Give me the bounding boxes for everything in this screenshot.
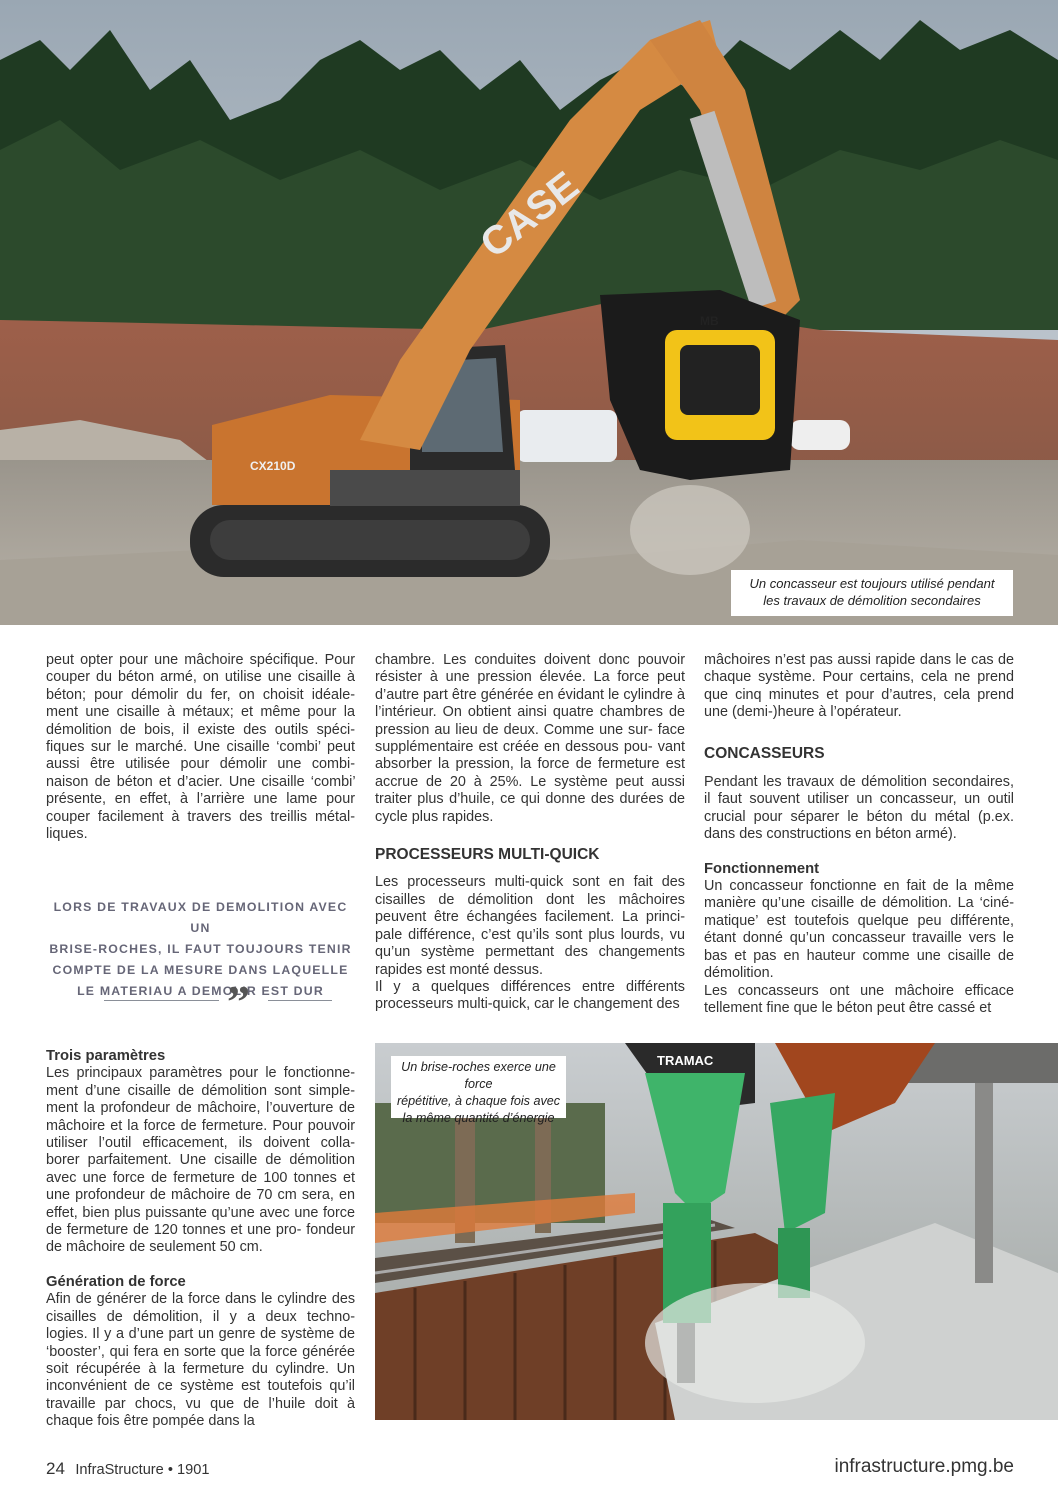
- text-line: pale différence, c’est qu’ils sont plus lourds, vu: [375, 926, 685, 943]
- text-line: une profondeur de mâchoire de 70 cm sera,: [46, 1187, 334, 1204]
- text-line: ment la profondeur de mâchoire, l’ouverture de: [46, 1100, 355, 1117]
- text-line: Afin de générer de la force dans le cylindre: [46, 1291, 327, 1308]
- text-line: mâchoire et la force de fermeture. Pour pouvoir: [46, 1117, 355, 1134]
- hero-caption-line: les travaux de démolition secondaires: [763, 593, 981, 608]
- text-line: peuvent être échangées facilement. La princi-: [375, 909, 685, 926]
- text-line: de chaque système. Pour certains, cela ne: [704, 652, 1014, 686]
- column-3: [704, 652, 1014, 1017]
- text-line: avec une force de fermeture de 100 tonnes et: [46, 1169, 355, 1186]
- column-1-paragraph-1: [46, 652, 355, 843]
- text-line: est accrue de 20 à 25%. Le système peut aussi: [375, 756, 685, 790]
- publication-name: InfraStructure • 1901: [75, 1462, 210, 1478]
- text-line: peut opter pour une mâchoire spécifique. Pour: [46, 652, 355, 668]
- text-line: manière qu’une cisaille de démolition. La ‘ciné-: [704, 895, 1014, 912]
- text-line: d’autre part être générée en évidant le cylindre: [375, 686, 673, 703]
- text-line: il faut souvent utiliser un concasseur, un outil: [704, 791, 1014, 808]
- excavator-illustration: [0, 0, 1058, 625]
- text-line: tellement fine que le béton peut être cassé et: [704, 999, 992, 1016]
- text-line: matique’ est toutefois quelque peu différente,: [704, 912, 1014, 929]
- text-line: des cisailles de démolition, il y a deux techno-: [46, 1291, 356, 1325]
- footer-page-info: [46, 1459, 209, 1479]
- text-line: générée soit récupérée à la fermeture du: [46, 1343, 356, 1377]
- breaker-caption-line: la même quantité d’énergie: [402, 1111, 555, 1125]
- text-line: de pression au lieu de deux. Comme une sur-: [375, 704, 685, 738]
- text-line: cisailles de démolition dont les mâchoires: [375, 891, 685, 908]
- text-line: fondeur de mâchoire de seulement 50 cm.: [46, 1222, 356, 1256]
- text-line: Il y a quelques différences entre différents: [375, 978, 685, 995]
- text-line: bas et pas en hauteur comme une cisaille de: [704, 947, 1014, 964]
- text-line: dans des constructions en béton armé).: [704, 826, 957, 843]
- text-line: utiliser l’outil efficacement, ils doivent colla-: [46, 1135, 355, 1152]
- pull-quote-line: COMPTE DE LA MESURE DANS LAQUELLE: [52, 963, 349, 977]
- excavator-brand: CASE: [472, 163, 587, 267]
- column-3-paragraph-4: [704, 983, 1014, 1018]
- text-line: ment d’une cisaille de démolition sont simple-: [46, 1082, 355, 1099]
- breaker-brand: TRAMAC: [657, 1053, 714, 1068]
- text-line: cylindre. Un inconvénient de ce système est: [46, 1360, 355, 1395]
- divider-line-right: [268, 1000, 332, 1001]
- text-line: borer parfaitement. Une cisaille de démolition: [46, 1152, 355, 1169]
- breaker-caption-line: Un brise-roches exerce une force: [401, 1060, 556, 1091]
- text-line: Les concasseurs ont une mâchoire efficace: [704, 982, 1014, 999]
- attachment-brand: MB: [700, 314, 719, 328]
- text-line: toutefois qu’il travaille par chocs, vu que de: [46, 1378, 356, 1412]
- website-link[interactable]: infrastructure.pmg.be: [834, 1456, 1014, 1477]
- text-line: face supplémentaire est créée en dessous pou-: [375, 721, 685, 756]
- text-line: Un concasseur fonctionne en fait de la même: [704, 878, 1014, 895]
- column-1-paragraph-3: [46, 1291, 355, 1430]
- pull-quote-line: BRISE-ROCHES, IL FAUT TOUJOURS TENIR: [49, 942, 352, 956]
- text-line: force de fermeture de 120 tonnes et une pro-: [46, 1204, 356, 1239]
- quote-mark-icon: ”: [227, 976, 250, 1027]
- text-line: béton; pour démolir du fer, on choisit idéale-: [46, 686, 355, 703]
- text-line: qu’un système permettant des changements: [375, 944, 685, 961]
- hero-photo: [0, 0, 1058, 625]
- excavator-model: CX210D: [250, 459, 296, 473]
- page-number: 24: [46, 1459, 65, 1478]
- text-line: démolition.: [704, 965, 774, 982]
- text-line: prend que cinq minutes et pour d’autres, cela: [704, 669, 1014, 703]
- pull-quote-line: LE MATERIAU A DEMOLIR EST DUR: [77, 984, 324, 998]
- text-line: processeurs multi-quick, car le changement des: [375, 996, 680, 1013]
- text-line: logies. Il y a d’une part un genre de système: [46, 1326, 335, 1343]
- text-line: crucial pour séparer le béton du métal (p.ex.: [704, 808, 1014, 825]
- text-line: prend une (demi-)heure à l’opérateur.: [704, 686, 1015, 721]
- text-line: Pendant les travaux de démolition secondaires,: [704, 774, 1014, 791]
- text-line: couper du béton armé, on utilise une cisaille à: [46, 669, 355, 686]
- column-2-paragraph-3: [375, 979, 685, 1014]
- text-line: fiques sur le marché. Une cisaille ‘combi’ peut: [46, 739, 355, 756]
- column-1-body: [46, 1048, 355, 1431]
- text-line: mâchoires n’est pas aussi rapide dans le cas: [704, 652, 994, 668]
- text-line: l’huile doit à chaque fois être pompée dans la: [46, 1395, 355, 1430]
- text-line: démolition de bois, il existe des outils spéci-: [46, 721, 355, 738]
- text-line: présente, en effet, à l’arrière une lame pour: [46, 791, 355, 808]
- text-line: naison de béton et d’acier. Une cisaille ‘combi’: [46, 773, 355, 790]
- text-line: liques.: [46, 826, 88, 843]
- text-line: de ‘booster’, qui fera en sorte que la force: [46, 1326, 356, 1360]
- text-line: rapides est monté dessus.: [375, 961, 543, 978]
- text-line: Les principaux paramètres pour le fonctionne-: [46, 1065, 355, 1082]
- section-title-processeurs: PROCESSEURS MULTI-QUICK: [375, 846, 600, 864]
- text-line: ment une cisaille à métaux; et même pour la: [46, 704, 355, 721]
- hero-caption: [731, 570, 1013, 616]
- column-2: [375, 652, 685, 1014]
- column-2-paragraph-2: [375, 874, 685, 978]
- text-line: chambre. Les conduites doivent donc pouvoir: [375, 652, 685, 668]
- column-1-intro: [46, 652, 355, 843]
- column-2-paragraph-1: [375, 652, 685, 826]
- section-title-trois-parametres: Trois paramètres: [46, 1048, 166, 1064]
- hero-caption-line: Un concasseur est toujours utilisé pendant: [749, 576, 995, 591]
- text-line: couper facilement à travers des treillis métal-: [46, 808, 355, 825]
- column-3-paragraph-3: [704, 878, 1014, 982]
- breaker-caption: [391, 1056, 566, 1125]
- text-line: vant absorber la pression, la force de fermeture: [375, 739, 685, 773]
- text-line: Les processeurs multi-quick sont en fait des: [375, 874, 685, 891]
- column-3-paragraph-1: [704, 652, 1014, 722]
- text-line: étant donné qu’un concasseur travaille vers le: [704, 930, 1014, 947]
- column-1-paragraph-2: [46, 1065, 355, 1256]
- column-3-paragraph-2: [704, 774, 1014, 844]
- divider-line-left: [104, 1000, 219, 1001]
- text-line: traiter plus d’huile, ce qui donne des durées de: [375, 791, 685, 808]
- text-line: cycle plus rapides.: [375, 808, 494, 825]
- pull-quote-line: LORS DE TRAVAUX DE DEMOLITION AVEC UN: [53, 900, 348, 935]
- quote-divider: [46, 976, 355, 1027]
- section-title-concasseurs: CONCASSEURS: [704, 744, 825, 762]
- breaker-caption-line: répétitive, à chaque fois avec: [396, 1094, 561, 1108]
- section-title-generation-de-force: Génération de force: [46, 1273, 186, 1290]
- text-line: en effet, bien plus puissante qu’une avec une: [46, 1187, 355, 1221]
- text-line: résister à une pression élevée. La force peut: [375, 669, 685, 686]
- section-title-fonctionnement: Fonctionnement: [704, 860, 820, 877]
- text-line: à l’intérieur. On obtient ainsi quatre chambres: [375, 686, 685, 721]
- text-line: aussi être utilisée pour démolir une combi-: [46, 756, 355, 773]
